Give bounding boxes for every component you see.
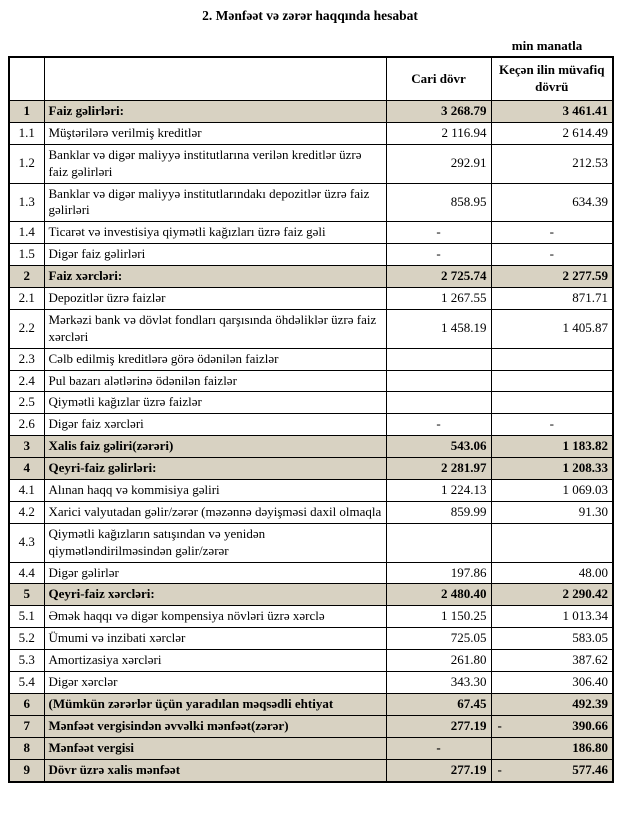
value-text: 634.39: [572, 194, 608, 209]
row-label: Cəlb edilmiş kreditlərə görə ödənilən faizlər: [44, 348, 386, 370]
row-label: Banklar və digər maliyyə institutlarına verilən kreditlər üzrə faiz gəlirləri: [44, 144, 386, 183]
row-number: 1.5: [9, 244, 44, 266]
previous-period-value: [491, 584, 613, 606]
previous-period-value: [491, 436, 613, 458]
current-period-value: [386, 693, 491, 715]
row-label: Mənfəət vergisindən əvvəlki mənfəət(zərər): [44, 715, 386, 737]
table-row: [9, 737, 613, 759]
table-row: [9, 309, 613, 348]
previous-period-value: [491, 144, 613, 183]
current-period-value: [386, 628, 491, 650]
value-text: 1 405.87: [562, 320, 608, 336]
previous-period-value: [491, 309, 613, 348]
row-label: Depozitlər üzrə faizlər: [44, 288, 386, 310]
table-row: [9, 715, 613, 737]
previous-period-value: -: [491, 414, 613, 436]
table-row: [9, 144, 613, 183]
value-text: 2 480.40: [441, 586, 487, 602]
row-number: 5.1: [9, 606, 44, 628]
row-number: 5: [9, 584, 44, 606]
value-text: 186.80: [572, 739, 608, 755]
current-period-value: [386, 562, 491, 584]
unit-note: min manatla: [511, 38, 583, 53]
negative-sign: -: [497, 761, 502, 777]
value-text: 859.99: [450, 503, 487, 519]
previous-period-value: [491, 759, 613, 781]
row-number: 5.2: [9, 628, 44, 650]
previous-period-value: [491, 737, 613, 759]
row-number: 2.3: [9, 348, 44, 370]
previous-period-value: [491, 606, 613, 628]
table-row: [9, 348, 613, 370]
current-period-value: [386, 309, 491, 348]
table-row: [9, 370, 613, 392]
value-text: 261.80: [450, 652, 487, 668]
value-text: 871.71: [572, 290, 608, 306]
value-text: 583.05: [572, 630, 608, 646]
table-row: [9, 501, 613, 523]
value-text: 343.30: [450, 674, 487, 690]
previous-period-value: [491, 693, 613, 715]
current-period-value: -: [386, 414, 491, 436]
previous-period-value: [491, 288, 613, 310]
value-text: 2 614.49: [562, 124, 608, 140]
previous-period-value: [491, 480, 613, 502]
row-number: 3: [9, 436, 44, 458]
value-text: 2 277.59: [562, 268, 608, 284]
row-label: Digər gəlirlər: [44, 562, 386, 584]
row-label: Faiz gəlirləri:: [44, 101, 386, 123]
value-text: 577.46: [572, 761, 608, 777]
row-label: Qeyri-faiz gəlirləri:: [44, 458, 386, 480]
pnl-table: [8, 56, 614, 783]
row-label: Mərkəzi bank və dövlət fondları qarşısında öhdəliklər üzrə faiz xərcləri: [44, 309, 386, 348]
previous-period-value: [491, 392, 613, 414]
value-text: 197.86: [450, 564, 487, 580]
previous-period-value: [491, 628, 613, 650]
value-text: 1 150.25: [441, 608, 487, 624]
row-label: Əmək haqqı və digər kompensiya növləri üzrə xərclə: [44, 606, 386, 628]
previous-period-value: -: [491, 244, 613, 266]
row-label: Müştərilərə verilmiş kreditlər: [44, 122, 386, 144]
value-text: 387.62: [572, 652, 608, 668]
row-label: Digər faiz gəlirləri: [44, 244, 386, 266]
table-row: [9, 122, 613, 144]
current-period-value: [386, 288, 491, 310]
row-number: 5.3: [9, 650, 44, 672]
current-period-value: [386, 122, 491, 144]
table-row: [9, 650, 613, 672]
row-number: 4: [9, 458, 44, 480]
row-number: 8: [9, 737, 44, 759]
value-text: 1 208.33: [562, 460, 608, 476]
value-text: 1 458.19: [441, 320, 487, 336]
value-text: 212.53: [572, 155, 608, 171]
row-number: 2.5: [9, 392, 44, 414]
current-period-value: [386, 101, 491, 123]
header-label-cell: [44, 57, 386, 101]
current-period-value: [386, 523, 491, 562]
value-text: 2 116.94: [441, 124, 487, 140]
value-text: 3 461.41: [562, 103, 608, 118]
value-text: 1 183.82: [562, 438, 608, 454]
row-number: 1.4: [9, 222, 44, 244]
value-text: 48.00: [578, 564, 608, 580]
current-period-value: [386, 436, 491, 458]
table-row: [9, 414, 613, 436]
row-number: 2.2: [9, 309, 44, 348]
previous-period-value: [491, 122, 613, 144]
current-period-value: [386, 392, 491, 414]
table-row: [9, 584, 613, 606]
row-label: Qiymətli kağızların satışından və yenidən qiymətləndirilməsindən gəlir/zərər: [44, 523, 386, 562]
table-row: [9, 183, 613, 222]
current-period-value: -: [386, 244, 491, 266]
header-current-period: Cari dövr: [386, 57, 491, 101]
value-text: 2 725.74: [441, 268, 487, 284]
row-number: 5.4: [9, 672, 44, 694]
row-label: Pul bazarı alətlərinə ödənilən faizlər: [44, 370, 386, 392]
value-text: 1 069.03: [562, 482, 608, 498]
row-label: Digər faiz xərcləri: [44, 414, 386, 436]
current-period-value: [386, 144, 491, 183]
table-body: [9, 101, 613, 782]
table-row: [9, 288, 613, 310]
row-label: Qiymətli kağızlar üzrə faizlər: [44, 392, 386, 414]
current-period-value: [386, 650, 491, 672]
value-text: 1 224.13: [441, 482, 487, 498]
previous-period-value: [491, 183, 613, 222]
previous-period-value: [491, 101, 613, 123]
previous-period-value: -: [491, 222, 613, 244]
table-row: [9, 458, 613, 480]
value-text: 1 267.55: [441, 290, 487, 306]
value-text: 2 290.42: [562, 586, 608, 602]
current-period-value: [386, 348, 491, 370]
table-row: [9, 606, 613, 628]
previous-period-value: [491, 370, 613, 392]
current-period-value: [386, 266, 491, 288]
table-row: [9, 523, 613, 562]
row-number: 1.3: [9, 183, 44, 222]
previous-period-value: [491, 266, 613, 288]
header-row: [9, 57, 613, 101]
row-label: Amortizasiya xərcləri: [44, 650, 386, 672]
current-period-value: [386, 672, 491, 694]
row-label: Ticarət və investisiya qiymətli kağızları üzrə faiz gəli: [44, 222, 386, 244]
previous-period-value: [491, 562, 613, 584]
value-text: 492.39: [572, 695, 608, 711]
row-number: 2.1: [9, 288, 44, 310]
row-label: (Mümkün zərərlər üçün yaradılan məqsədli ehtiyat: [44, 693, 386, 715]
row-number: 1.2: [9, 144, 44, 183]
row-label: Digər xərclər: [44, 672, 386, 694]
value-text: 277.19: [450, 717, 487, 733]
value-text: 306.40: [572, 674, 608, 690]
current-period-value: [386, 183, 491, 222]
current-period-value: [386, 584, 491, 606]
previous-period-value: [491, 715, 613, 737]
table-row: [9, 562, 613, 584]
current-period-value: [386, 370, 491, 392]
negative-sign: -: [497, 717, 502, 733]
previous-period-value: [491, 458, 613, 480]
row-number: 6: [9, 693, 44, 715]
table-row: [9, 759, 613, 781]
table-row: [9, 672, 613, 694]
value-text: 725.05: [450, 630, 487, 646]
row-number: 1: [9, 101, 44, 123]
current-period-value: [386, 458, 491, 480]
value-text: 543.06: [450, 438, 487, 454]
previous-period-value: [491, 523, 613, 562]
current-period-value: [386, 715, 491, 737]
previous-period-value: [491, 348, 613, 370]
row-number: 4.1: [9, 480, 44, 502]
row-label: Alınan haqq və kommisiya gəliri: [44, 480, 386, 502]
row-number: 2: [9, 266, 44, 288]
row-label: Qeyri-faiz xərcləri:: [44, 584, 386, 606]
row-number: 9: [9, 759, 44, 781]
row-label: Mənfəət vergisi: [44, 737, 386, 759]
table-row: [9, 222, 613, 244]
table-row: [9, 244, 613, 266]
page-title: 2. Mənfəət və zərər haqqında hesabat: [202, 8, 418, 23]
current-period-value: -: [386, 222, 491, 244]
current-period-value: [386, 480, 491, 502]
previous-period-value: [491, 672, 613, 694]
row-label: Xalis faiz gəliri(zərəri): [44, 436, 386, 458]
previous-period-value: [491, 650, 613, 672]
row-number: 4.3: [9, 523, 44, 562]
value-text: 91.30: [578, 503, 608, 519]
table-row: [9, 392, 613, 414]
row-number: 4.4: [9, 562, 44, 584]
row-number: 2.4: [9, 370, 44, 392]
value-text: 292.91: [450, 155, 487, 171]
row-label: Banklar və digər maliyyə institutlarındakı depozitlər üzrə faiz gəlirləri: [44, 183, 386, 222]
row-number: 7: [9, 715, 44, 737]
table-row: [9, 266, 613, 288]
table-row: [9, 693, 613, 715]
value-text: 3 268.79: [441, 103, 487, 118]
current-period-value: [386, 606, 491, 628]
current-period-value: [386, 501, 491, 523]
row-label: Dövr üzrə xalis mənfəət: [44, 759, 386, 781]
row-label: Xarici valyutadan gəlir/zərər (məzənnə dəyişməsi daxil olmaqla: [44, 501, 386, 523]
row-number: 4.2: [9, 501, 44, 523]
row-number: 1.1: [9, 122, 44, 144]
header-number-cell: [9, 57, 44, 101]
value-text: 390.66: [572, 717, 608, 733]
value-text: 2 281.97: [441, 460, 487, 476]
row-number: 2.6: [9, 414, 44, 436]
table-row: [9, 436, 613, 458]
table-row: [9, 101, 613, 123]
header-previous-period: Keçən ilin müvafiq dövrü: [491, 57, 613, 101]
row-label: Faiz xərcləri:: [44, 266, 386, 288]
current-period-value: -: [386, 737, 491, 759]
current-period-value: [386, 759, 491, 781]
value-text: 1 013.34: [562, 608, 608, 624]
table-row: [9, 628, 613, 650]
row-label: Ümumi və inzibati xərclər: [44, 628, 386, 650]
previous-period-value: [491, 501, 613, 523]
value-text: 858.95: [450, 194, 487, 209]
value-text: 67.45: [457, 695, 487, 711]
table-row: [9, 480, 613, 502]
value-text: 277.19: [450, 761, 487, 777]
